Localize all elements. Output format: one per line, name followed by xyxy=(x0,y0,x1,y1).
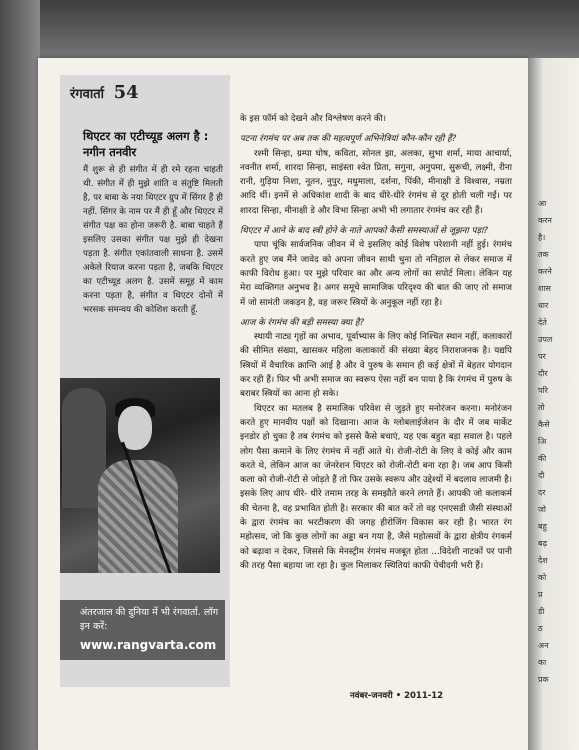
adjacent-page-text-fragment: प्र xyxy=(538,590,543,599)
answer-3: स्थायी नाट्य गृहों का अभाव, पूर्वाभ्यास के लिए कोई निश्चित स्थान नहीं, कलाकारों की सीमित संख्या, खासकर महिला कलाकारों की संख्या बेहद निराशजनक है। यद्यपि स्त्रियों में वैचारिक क्रान्ति आई है और वे पुरुष के समान ही कई क्षेत्रों में बेहतर योगदान कर रही हैं। फिर भी अभी समाज का स्वरूप ऐसा नहीं बन पाया है कि रंगमंच में पुरुष के बराबर स्त्रियों का आना हो सके। xyxy=(240,332,512,400)
adjacent-page-edge xyxy=(528,58,579,750)
adjacent-page-text-fragment: डी xyxy=(538,607,545,616)
dark-background-top xyxy=(0,0,579,58)
question-2: थिएटर में आने के बाद स्त्री होने के नाते आपको कैसी समस्याओं से जूझना पड़ा? xyxy=(240,226,488,237)
adjacent-page-text-fragment: है। xyxy=(538,233,546,242)
page-header xyxy=(70,82,139,103)
adjacent-page-text-fragment: दौ xyxy=(538,471,545,480)
dark-background-left xyxy=(0,0,40,750)
sidebar-body: मैं शुरू से ही संगीत में ही रमे रहना चाहती थी. संगीत में ही मुझे शांति व संतुष्टि मिलती है, पर बाबा के नया थिएटर ग्रुप में सिंगर हैं ही नहीं. सिंगर के नाम पर मैं ही हूँ और थिएटर में संगीत पक्ष का होना जरूरी है. बाबा चाहते हैं इसलिए उसका संगीत पक्ष मुझे ही देखना पड़ता है. संगीत एकांतवाली साधना है. उसमें अकेले रियाज करना पड़ता है, जबकि थिएटर का एटीच्यूड अलग है. उसमें समूह में काम करना पड़ता है, संगीत व थिएटर दोनों में भरसक समन्वय की कोशिश करती हूँ. xyxy=(83,165,223,315)
adjacent-page-text-fragment: करन xyxy=(538,216,552,225)
adjacent-page-text-fragment: कैसे xyxy=(538,420,550,429)
adjacent-page-text-fragment: अि xyxy=(538,437,547,446)
adjacent-page-text-fragment: दौर xyxy=(538,369,548,378)
adjacent-page-text-fragment: देते xyxy=(538,318,547,327)
adjacent-page-text-fragment: जो xyxy=(538,505,547,514)
adjacent-page-text-fragment: परि xyxy=(538,386,548,395)
article-paragraph: के इस फॉर्म को देखने और विश्लेषण करने की। xyxy=(240,114,387,124)
article-column xyxy=(240,112,512,573)
page-number: 54 xyxy=(113,82,139,103)
adjacent-page-text-fragment: आ xyxy=(538,199,547,208)
question-1: पटना रंगमंच पर अब तक की महत्वपूर्ण अभिनेत्रियां कौन-कौन रही हैं? xyxy=(240,134,457,145)
adjacent-page-text-fragment: तक xyxy=(538,250,549,259)
performer-photo xyxy=(60,378,220,573)
page-footer: नवंबर-जनवरी • 2011-12 xyxy=(350,691,444,701)
answer-1: रश्मी सिन्हा, ग्रम्पा घोष, कविता, सोनल झा, अलका, सुभा शर्मा, माया आचार्या, नवनीत शर्मा, शारदा सिन्हा, साइंस्ता श्वेत प्रिता, सगुना, अनुपमा, सुरूची, लक्ष्मी, रीना रानी, गुड़िया निशा, नूतन, नुपुर, मधुमाला, दर्शना, पिंकी, मीनाक्षी डे विश्वास, नम्रता आदि थीं। इनमें से अधिकांश शादी के बाद धीरे-धीरे रंगमंच से दूर होती चली गईं। पर शारदा सिन्हा, मीनाक्षी डे और विभा सिन्हा अभी भी लगातार रंगमंच कर रही हैं। xyxy=(240,148,512,216)
question-3: आज के रंगमंच की बड़ी समस्या क्या है? xyxy=(240,317,365,328)
adjacent-page-text-fragment: शास xyxy=(538,284,551,293)
adjacent-page-text-fragment: अन xyxy=(538,641,549,650)
performer-body xyxy=(98,460,178,573)
ad-text: अंतरजाल की दुनिया में भी रंगवार्ता. लॉग इन करें: xyxy=(80,607,219,632)
adjacent-page-text-fragment: का xyxy=(538,658,547,667)
adjacent-page-text-fragment: उपल xyxy=(538,335,553,344)
adjacent-page-text-fragment: करने xyxy=(538,267,552,276)
website-ad-box xyxy=(60,600,225,660)
answer-3-continued: थिएटर का मतलब है समाजिक परिवेश से जुड़ते हुए मनोरंजन करना। मनोरंजन करते हुए मानवीय पक्षों को दिखाना। आज के ग्लोबलाईजेशन के दौर में जब मार्केट इनडोर हो चुका है तब रंगमंच को इससे कैसे बचाएं, यह एक बहुत बड़ा सवाल है। पहले लोग पैसा कमाने के लिए रंगमंच में नहीं आते थे। रोजी-रोटी के लिए वे कोई और काम करते थे, लेकिन आज का जेनरेशन थिएटर को रोजी-रोटी बना रहा है। जब आप किसी कला को रोजी-रोटी से जोड़ते हैं तो फिर उसके स्वरूप और उद्देश्यों में बदलाव लाजमी है। इसके लिए आप धीरे- धीरे तमाम तरह के समझौते करने लगते हैं। आपकी जो कलाकर्म की चेतना है, वह प्रभावित होती है। सरकार की बात करें तो वह एनएसडी जैसी संस्थाओं के द्वारा रंगमंच का भरटीकरण की जगह हीरोजिंग विकास कर रही है। भारत रंग महोत्सव, जो कि कुछ लोगों का अड्डा बन गया है, जैसे महोत्सवों के द्वारा क्षेत्रीय रंगकर्म को बढ़ावा न देकर, जिससे कि मेनस्ट्रीम रंगमंच मजबूत होता ...विदेशी नाटकों पर पानी की तरह पैसा बहाया जा रहा है। कुल मिलाकर स्थितियां काफी पेचीदगी भरी हैं। xyxy=(240,403,512,571)
adjacent-page-text-fragment: देश xyxy=(538,556,548,565)
website-link[interactable]: www.rangvarta.com xyxy=(80,638,217,652)
adjacent-page-text-fragment: ठ xyxy=(538,624,543,633)
adjacent-page-text-fragment: धार xyxy=(538,301,549,310)
adjacent-page-text-fragment: पर xyxy=(538,352,546,361)
sidebar-title: थिएटर का एटीच्यूड अलग है : नगीन तनवीर xyxy=(83,129,209,159)
adjacent-page-text-fragment: की xyxy=(538,454,547,463)
section-name: रंगवार्ता xyxy=(70,87,105,102)
adjacent-page-text-fragment: को xyxy=(538,573,547,582)
adjacent-page-text-fragment: बढ़ xyxy=(538,539,548,548)
answer-2: पापा चूंकि सार्वजनिक जीवन में थे इसलिए कोई विशेष परेशानी नहीं हुई। रंगमंच करते हुए जब मैंने जावेद को अपना जीवन साथी चुना तो ननिहाल से लेकर समाज में काफी विरोध हुआ। पर मुझे परिवार का और अन्य लोगों का सपोर्ट मिला। लेकिन यह मेरा व्यक्तिगत अनुभव है। अगर समूचे सामाजिक परिदृश्य की बात की जाए तो समाज में जो सामंती जकड़न है, वह जरूर स्त्रियों के अनुकूल नहीं रहा है। xyxy=(240,240,512,308)
adjacent-page-text-fragment: प्रक xyxy=(538,675,549,684)
adjacent-page-text-fragment: तो xyxy=(538,403,545,412)
adjacent-page-text-fragment: दर xyxy=(538,488,546,497)
adjacent-page-text-fragment: बहु xyxy=(538,522,547,531)
